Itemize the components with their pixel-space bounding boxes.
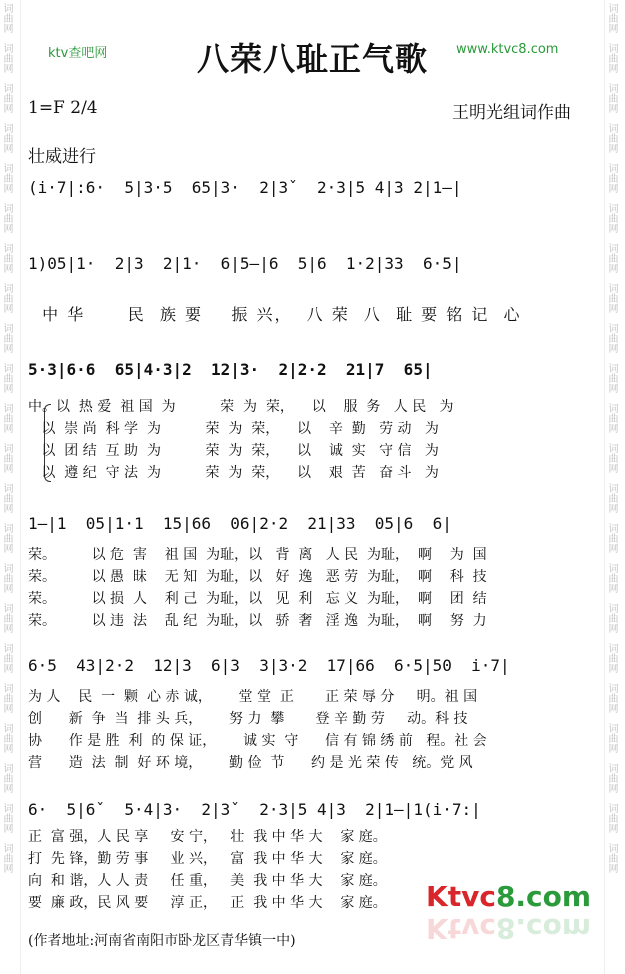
watermark-text: 词曲网 [606, 523, 617, 553]
watermark-text: 词曲网 [1, 763, 12, 793]
verse-block-4 [28, 544, 487, 632]
watermark-text: 词曲网 [1, 403, 12, 433]
verse-lyric: 荣。 以 损 人 利 己 为耻，以 见 利 忘 义 为耻， 啊 团 结 [28, 591, 487, 607]
watermark-text: 词曲网 [1, 723, 12, 753]
score-line-5: 6·5 43|2·2 12|3 6|3 3|3·2 17|66 6·5|50 i·7| [28, 656, 510, 675]
score-line-1: (i·7|:6· 5|3·5 65|3· 2|3ˇ 2·3|5 4|3 2|1—| [28, 178, 462, 197]
score-line-6: 6· 5|6ˇ 5·4|3· 2|3ˇ 2·3|5 4|3 2|1—|1(i·7:| [28, 800, 481, 819]
verse-lyric: 以 崇 尚 科 学 为 荣 为 荣， 以 辛 勤 劳 动 为 [28, 421, 439, 437]
watermark-text: 词曲网 [1, 443, 12, 473]
verse-block-6 [28, 826, 387, 914]
watermark-text: 词曲网 [606, 603, 617, 633]
watermark-text: 词曲网 [1, 803, 12, 833]
watermark-text: 词曲网 [606, 323, 617, 353]
lyrics-line-2: 中 华 民 族 要 振 兴， 八 荣 八 耻 要 铭 记 心 [28, 305, 522, 324]
verse-lyric: 荣。 以 危 害 祖 国 为耻，以 背 离 人 民 为耻， 啊 为 国 [28, 547, 487, 563]
watermark-text: 词曲网 [1, 3, 12, 33]
watermark-text: 词曲网 [606, 643, 617, 673]
site-logo [426, 880, 591, 913]
verse-lyric: 中。以 热 爱 祖 国 为 荣 为 荣， 以 服 务 人 民 为 [28, 399, 454, 415]
verse-lyric: 正 富 强，人 民 享 安 宁， 壮 我 中 华 大 家 庭。 [28, 829, 387, 845]
watermark-text: 词曲网 [1, 123, 12, 153]
left-watermark [0, 0, 20, 974]
watermark-text: 词曲网 [606, 203, 617, 233]
watermark-text: 词曲网 [1, 563, 12, 593]
verse-lyric: 以 团 结 互 助 为 荣 为 荣， 以 诚 实 守 信 为 [28, 443, 439, 459]
score-line-3: 5·3|6·6 65|4·3|2 12|3· 2|2·2 21|7 65| [28, 360, 433, 379]
watermark-text: 词曲网 [606, 843, 617, 873]
watermark-text: 词曲网 [606, 403, 617, 433]
verse-lyric: 向 和 谐，人 人 责 任 重， 美 我 中 华 大 家 庭。 [28, 873, 387, 889]
watermark-text: 词曲网 [1, 43, 12, 73]
verse-lyric: 创 新 争 当 排 头 兵， 努 力 攀 登 辛 勤 劳 动。科 技 [28, 711, 468, 727]
watermark-text: 词曲网 [1, 363, 12, 393]
key-signature: 1=F 2/4 [28, 98, 98, 118]
watermark-text: 词曲网 [606, 163, 617, 193]
logo-part: Ktvc [426, 880, 496, 913]
watermark-text: 词曲网 [606, 803, 617, 833]
site-logo-reflection [426, 912, 591, 945]
author-address: (作者地址:河南省南阳市卧龙区青华镇一中) [28, 933, 296, 949]
score-line-2: 1)05|1· 2|3 2|1· 6|5—|6 5|6 1·2|33 6·5| [28, 254, 462, 273]
watermark-text: 词曲网 [1, 603, 12, 633]
tempo-marking: 壮威进行 [28, 147, 96, 167]
watermark-text: 词曲网 [606, 43, 617, 73]
watermark-text: 词曲网 [1, 163, 12, 193]
song-title: 八荣八耻正气歌 [196, 40, 428, 78]
watermark-text: 词曲网 [606, 283, 617, 313]
watermark-text: 词曲网 [606, 83, 617, 113]
watermark-text: 词曲网 [1, 243, 12, 273]
logo-part: Ktvc [426, 912, 496, 945]
watermark-text: 词曲网 [1, 523, 12, 553]
verse-lyric: 荣。 以 违 法 乱 纪 为耻，以 骄 奢 淫 逸 为耻， 啊 努 力 [28, 613, 487, 629]
watermark-text: 词曲网 [1, 683, 12, 713]
verse-lyric: 营 造 法 制 好 环 境， 勤 俭 节 约 是 光 荣 传 统。党 风 [28, 755, 473, 771]
verse-lyric: 打 先 锋，勤 劳 事 业 兴， 富 我 中 华 大 家 庭。 [28, 851, 387, 867]
site-url-right: www.ktvc8.com [456, 42, 559, 57]
verse-lyric: 荣。 以 愚 昧 无 知 为耻，以 好 逸 恶 劳 为耻， 啊 科 技 [28, 569, 487, 585]
watermark-text: 词曲网 [1, 283, 12, 313]
watermark-text: 词曲网 [1, 483, 12, 513]
verse-lyric: 以 遵 纪 守 法 为 荣 为 荣， 以 艰 苦 奋 斗 为 [28, 465, 439, 481]
logo-part: 8.com [495, 880, 592, 913]
watermark-text: 词曲网 [606, 483, 617, 513]
site-name-left: ktv查吧网 [48, 46, 108, 61]
logo-part: 8.com [495, 912, 592, 945]
watermark-text: 词曲网 [606, 243, 617, 273]
verse-lyric: 为 人 民 一 颗 心 赤 诚， 堂 堂 正 正 荣 辱 分 明。祖 国 [28, 689, 478, 705]
watermark-text: 词曲网 [606, 3, 617, 33]
watermark-text: 词曲网 [606, 563, 617, 593]
verse-block-3 [28, 396, 454, 484]
watermark-text: 词曲网 [1, 83, 12, 113]
watermark-text: 词曲网 [606, 683, 617, 713]
watermark-text: 词曲网 [606, 763, 617, 793]
watermark-text: 词曲网 [1, 323, 12, 353]
watermark-text: 词曲网 [1, 843, 12, 873]
verse-lyric: 要 廉 政，民 风 要 淳 正， 正 我 中 华 大 家 庭。 [28, 895, 387, 911]
watermark-text: 词曲网 [606, 443, 617, 473]
watermark-text: 词曲网 [606, 363, 617, 393]
verse-block-5 [28, 686, 487, 774]
verse-lyric: 协 作 是 胜 利 的 保 证， 诚 实 守 信 有 锦 绣 前 程。社 会 [28, 733, 487, 749]
composer-credit: 王明光组词作曲 [452, 103, 571, 123]
watermark-text: 词曲网 [1, 203, 12, 233]
right-watermark [605, 0, 625, 974]
score-line-4: 1—|1 05|1·1 15|66 06|2·2 21|33 05|6 6| [28, 514, 452, 533]
watermark-text: 词曲网 [606, 723, 617, 753]
watermark-text: 词曲网 [606, 123, 617, 153]
watermark-text: 词曲网 [1, 643, 12, 673]
